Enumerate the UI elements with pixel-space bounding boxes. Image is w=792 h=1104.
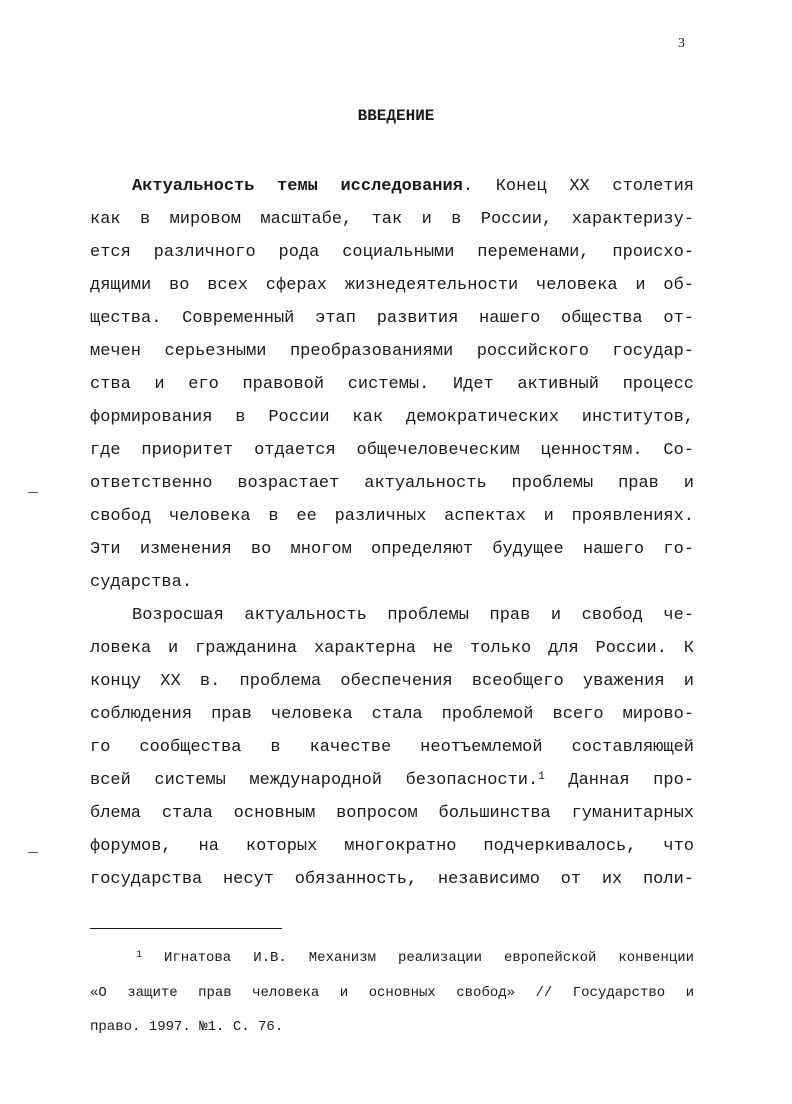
footnote-mark: 1 bbox=[136, 950, 143, 961]
paragraph-line: Возросшая актуальность проблемы прав и свобод че- bbox=[132, 606, 694, 625]
paragraph-line: концу XX в. проблема обеспечения всеобщего уважения и bbox=[90, 672, 694, 691]
page-number: 3 bbox=[678, 36, 685, 51]
lead-phrase: Актуальность темы исследования bbox=[132, 177, 463, 196]
paragraph-line: мечен серьезными преобразованиями российского государ- bbox=[90, 342, 694, 361]
footnote-text: Игнатова И.В. Механизм реализации европейской конвенции bbox=[142, 950, 694, 966]
scan-mark bbox=[28, 852, 38, 853]
paragraph-line: государства несут обязанность, независимо от их поли- bbox=[90, 870, 694, 889]
paragraph-line: ответственно возрастает актуальность проблемы прав и bbox=[90, 474, 694, 493]
paragraph-line: соблюдения прав человека стала проблемой всего мирово- bbox=[90, 705, 694, 724]
paragraph-line: го сообщества в качестве неотъемлемой составляющей bbox=[90, 738, 694, 757]
footnote-line bbox=[136, 943, 694, 973]
paragraph-line bbox=[132, 170, 694, 203]
lead-rest: . Конец XX столетия bbox=[462, 177, 694, 196]
paragraph-line: форумов, на которых многократно подчеркивалось, что bbox=[90, 837, 694, 856]
page-title: ВВЕДЕНИЕ bbox=[357, 107, 435, 125]
paragraph-line: дящими во всех сферах жизнедеятельности человека и об- bbox=[90, 276, 694, 295]
line-text: всей системы международной безопасности. bbox=[90, 771, 539, 790]
paragraph-line: как в мировом масштабе, так и в России, характеризу- bbox=[90, 210, 694, 229]
line-text: Данная про- bbox=[544, 771, 694, 790]
footnote-line: право. 1997. №1. С. 76. bbox=[90, 1019, 284, 1035]
paragraph-line: сударства. bbox=[90, 573, 193, 592]
footnote-reference: 1 bbox=[538, 771, 545, 783]
paragraph-line: ства и его правовой системы. Идет активный процесс bbox=[90, 375, 694, 394]
paragraph-line: щества. Современный этап развития нашего общества от- bbox=[90, 309, 694, 328]
scan-mark bbox=[28, 492, 38, 493]
paragraph-line: Эти изменения во многом определяют будущее нашего го- bbox=[90, 540, 694, 559]
footnote-line: «О защите прав человека и основных свобод» // Государство и bbox=[90, 985, 694, 1001]
paragraph-line: блема стала основным вопросом большинства гуманитарных bbox=[90, 804, 694, 823]
paragraph-line: свобод человека в ее различных аспектах и проявлениях. bbox=[90, 507, 694, 526]
paragraph-line: ловека и гражданина характерна не только для России. К bbox=[90, 639, 694, 658]
paragraph-line: формирования в России как демократических институтов, bbox=[90, 408, 694, 427]
paragraph-line: где приоритет отдается общечеловеческим ценностям. Со- bbox=[90, 441, 694, 460]
footnote-divider bbox=[90, 928, 282, 929]
paragraph-line bbox=[90, 764, 694, 797]
paragraph-line: ется различного рода социальными переменами, происхо- bbox=[90, 243, 694, 262]
